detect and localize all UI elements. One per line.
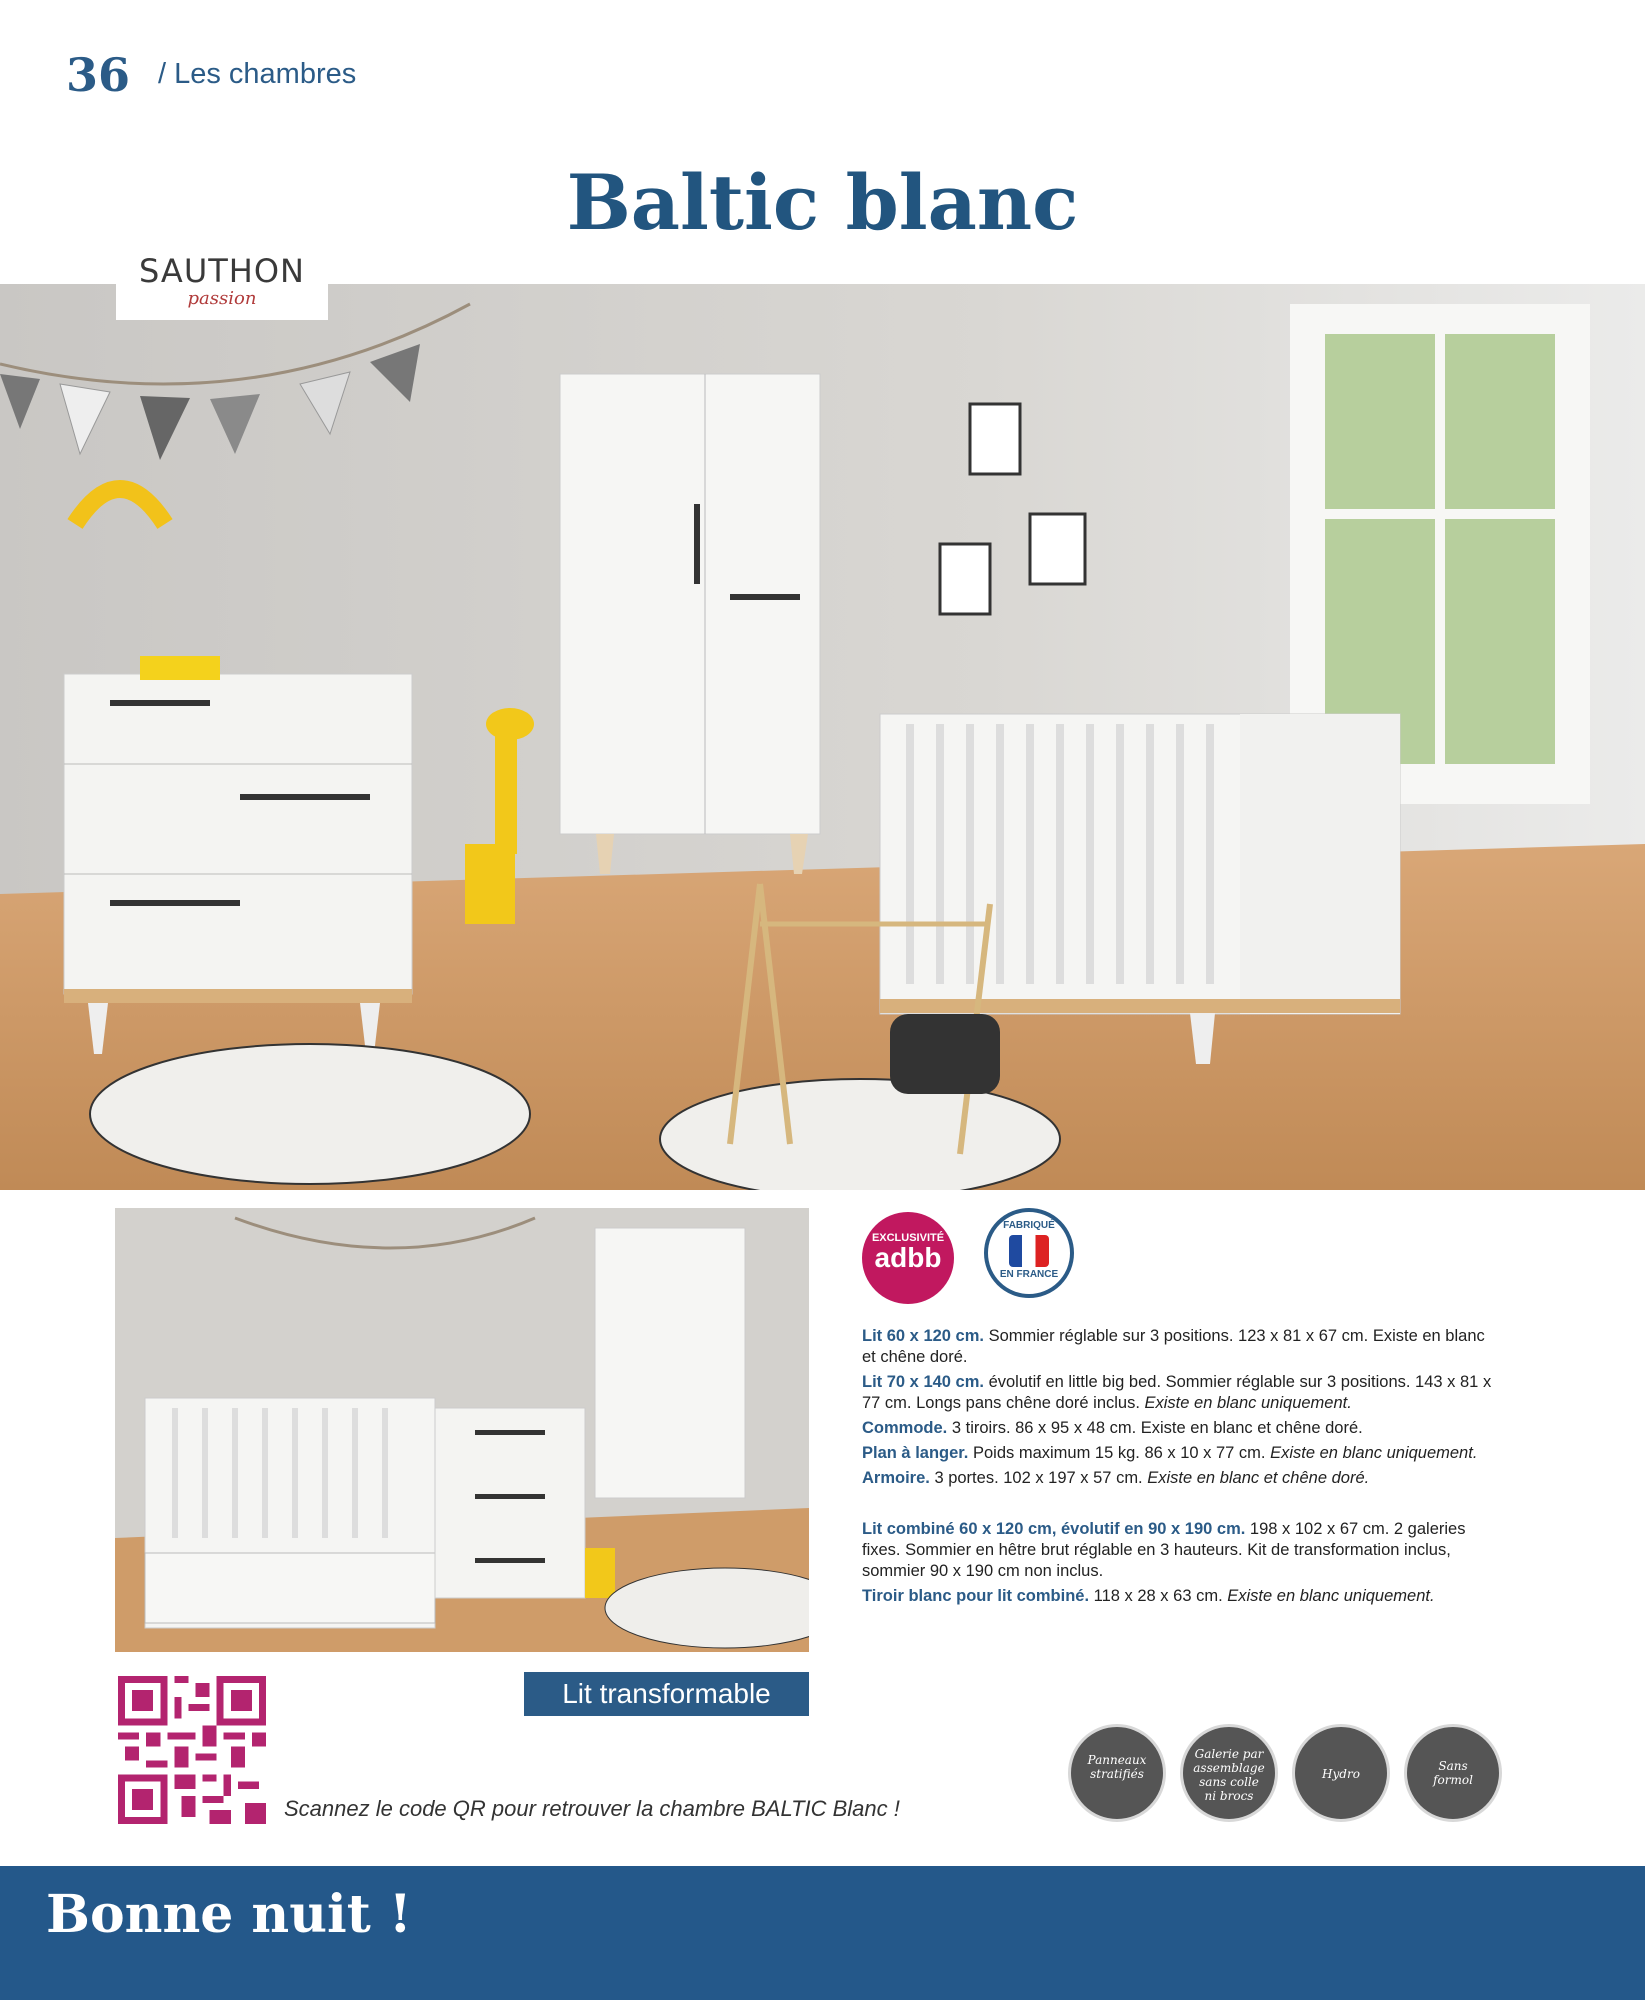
- formaldehyde-free-icon: Sans formol: [1404, 1724, 1502, 1822]
- made-in-france-line1: FABRIQUÉ: [1003, 1220, 1055, 1231]
- brand-tagline: passion: [187, 288, 257, 309]
- adbb-logo: adbb: [874, 1242, 942, 1273]
- water-based-paint-icon: Hydro: [1292, 1724, 1390, 1822]
- made-in-france-line2: EN FRANCE: [999, 1269, 1059, 1280]
- exclusivity-label: EXCLUSIVITÉ: [871, 1232, 945, 1244]
- desc-item: Commode. 3 tiroirs. 86 x 95 x 48 cm. Existe en blanc et chêne doré.: [862, 1419, 1363, 1437]
- page-title: Baltic blanc: [566, 158, 1079, 247]
- brand-logo: [116, 246, 328, 320]
- desc-item: Lit 60 x 120 cm. Sommier réglable sur 3 positions. 123 x 81 x 67 cm. Existe en blanc et chêne doré.: [862, 1327, 1485, 1366]
- desc-item: Armoire. 3 portes. 102 x 197 x 57 cm. Existe en blanc et chêne doré.: [862, 1469, 1370, 1487]
- qr-instruction: Scannez le code QR pour retrouver la chambre BALTIC Blanc !: [284, 1796, 900, 1821]
- desc-item: Lit combiné 60 x 120 cm, évolutif en 90 x 190 cm. 198 x 102 x 67 cm. 2 galeries fixes. Sommier en hêtre brut réglable en 3 hauteurs. Kit de transformation inclus, sommier 90 x 190 cm non inclus.: [862, 1520, 1466, 1580]
- page-number: 36: [66, 48, 131, 102]
- product-descriptions: [862, 1326, 1502, 1611]
- glue-free-assembly-icon: Galerie par assemblage sans colle ni brocs: [1180, 1724, 1278, 1822]
- caption-badge: Lit transformable: [524, 1672, 809, 1716]
- exclusivity-badge: [862, 1212, 954, 1304]
- made-in-france-badge: [984, 1208, 1074, 1298]
- qr-code[interactable]: [118, 1676, 266, 1824]
- section-title: / Les chambres: [158, 58, 357, 90]
- desc-item: Plan à langer. Poids maximum 15 kg. 86 x 10 x 77 cm. Existe en blanc uniquement.: [862, 1444, 1478, 1462]
- laminated-panels-icon: Panneaux stratifiés: [1068, 1724, 1166, 1822]
- france-flag-icon: [1009, 1235, 1049, 1267]
- desc-item: Tiroir blanc pour lit combiné. 118 x 28 x 63 cm. Existe en blanc uniquement.: [862, 1587, 1435, 1605]
- brand-name: SAUTHON: [139, 252, 305, 290]
- main-room-photo: [0, 284, 1645, 1190]
- secondary-room-photo: [115, 1208, 809, 1652]
- footer-slogan: Bonne nuit !: [46, 1884, 412, 1945]
- desc-item: Lit 70 x 140 cm. évolutif en little big bed. Sommier réglable sur 3 positions. 143 x 81 x 77 cm. Longs pans chêne doré inclus. Existe en blanc uniquement.: [862, 1373, 1492, 1412]
